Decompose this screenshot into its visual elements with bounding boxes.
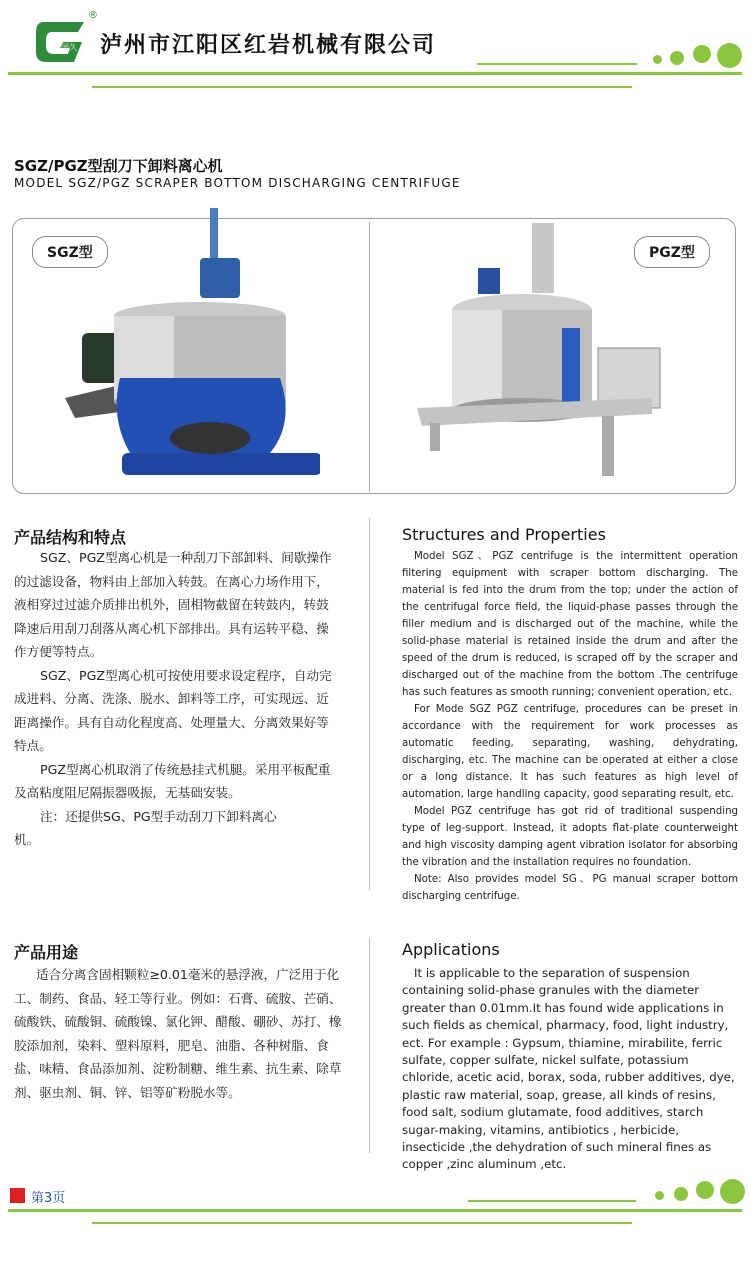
structure-paragraph-en: Note: Also provides model SG、PG manual scraper bottom discharging centrifuge. — [402, 874, 738, 902]
image-divider — [369, 222, 370, 492]
applications-body-cn: 适合分离含固相颗粒≥0.01毫米的悬浮液，广泛用于化工、制药、食品、轻工等行业。例如：石膏、硫胺、芒硝、硫酸铁、硫酸铜、硫酸镍、氯化钾、醋酸、硼砂、苏打、橡胶添加剂，染料、塑料原料，肥皂、油脂、各种树脂、食盐、味精、食品添加剂、淀粉制糖、维生素、抗生素、除草剂、驱虫剂、铜、锌、铝等矿粉脱水等。 — [14, 967, 342, 1100]
applications-body-en: It is applicable to the separation of suspension containing solid-phase granules with the diameter greater than 0.01mm.It has found wide applications in such fields as chemical, pharmacy, food, light industry, ect. For example : Gypsum, thiamine, mirabilite, ferric sulfate, copper sulfate, nickel sulfate, potassium chloride, acetic acid, borax, soda, rubber additives, dye, plastic raw material, soap, grease, all kinds of resins, food salt, sodium glutamate, food additives, starch sugar-making, vitamins, antibiotics , herbicide, insecticide ,the dehydration of such mineral fines as copper ,zinc aluminum ,etc. — [402, 966, 735, 1172]
structure-paragraph-cn: SGZ、PGZ型离心机可按使用要求设定程序，自动完成进料、分离、洗涤、脱水、卸料等工序，可实现远、近距离操作。具有自动化程度高、处理量大、分离效果好等特点。 — [14, 667, 332, 753]
product-title-cn: SGZ/PGZ型刮刀下卸料离心机 — [14, 157, 223, 175]
structure-paragraph-cn: 注：还提供SG、PG型手动刮刀下卸料离心机。 — [14, 808, 277, 847]
registered-mark: ® — [88, 10, 98, 21]
company-logo — [34, 18, 88, 66]
applications-heading-cn: 产品用途 — [14, 943, 79, 962]
structure-heading-en: Structures and Properties — [402, 525, 606, 544]
decor-dot — [655, 1191, 664, 1200]
product-title-en: MODEL SGZ/PGZ SCRAPER BOTTOM DISCHARGING CENTRIFUGE — [14, 176, 461, 190]
decor-dot — [693, 45, 711, 63]
decor-dot — [717, 43, 742, 68]
pgz-centrifuge-image — [412, 218, 662, 484]
applications-heading-en: Applications — [402, 940, 500, 959]
column-divider-2 — [369, 938, 370, 1153]
company-name: 泸州市江阳区红岩机械有限公司 — [100, 33, 437, 58]
structure-paragraph-cn: SGZ、PGZ型离心机是一种刮刀下部卸料、间歇操作的过滤设备，物料由上部加入转鼓。在离心力场作用下，液相穿过过滤介质排出机外，固相物截留在转鼓内，转鼓降速后用刮刀刮落从离心机下部排出。具有运转平稳、操作方便等特点。 — [14, 550, 332, 659]
decor-dot — [720, 1179, 745, 1204]
page-number: 第3页 — [31, 1191, 66, 1206]
header-rule-top — [8, 72, 742, 75]
footer-rule-short — [468, 1200, 636, 1202]
decor-dot — [653, 55, 662, 64]
structure-body-en — [402, 548, 738, 905]
structure-body-cn — [14, 546, 336, 852]
tag-pgz: PGZ型 — [634, 236, 710, 268]
decor-dot — [670, 51, 684, 65]
header-rule-short — [477, 63, 637, 65]
structure-paragraph-en: Model SGZ、PGZ centrifuge is the intermittent operation filtering equipment with scraper bottom discharging. The material is fed into the drum from the top; under the action of the centrifugal force field, the liquid-phase passes through the filler medium and is discharged out of the machine, while the solid-phase material is retained inside the drum and after the speed of the drum is reduced, is scraped off by the scraper and discharged out of the machine from the bottom .The centrifuge has such features as smooth running; convenient operation, etc. — [402, 551, 738, 698]
decor-dot — [674, 1187, 688, 1201]
footer-rule-bottom — [92, 1222, 632, 1224]
decor-dot — [696, 1181, 714, 1199]
column-divider-1 — [369, 518, 370, 890]
footer-rule-main — [8, 1209, 742, 1212]
structure-paragraph-en: For Mode SGZ PGZ centrifuge, procedures can be preset in accordance with the requirement for work processes as automatic feeding, separating, washing, dehydrating, discharging, etc. The machine can be operated at either a close or a long distance. It has such features as high level of automation, large handling capacity, good separating result, etc. — [402, 704, 738, 800]
structure-heading-cn: 产品结构和特点 — [14, 528, 127, 547]
logo-text: 国久 — [61, 43, 77, 52]
structure-paragraph-en: Model PGZ centrifuge has got rid of traditional suspending type of leg-support. Instead, it adopts flat-plate counterweight and high viscosity damping agent vibration isolator for absorbing the vibration and the installation requires no foundation. — [402, 806, 738, 868]
header-rule-bottom — [92, 86, 632, 88]
structure-paragraph-cn: PGZ型离心机取消了传统悬挂式机腿。采用平板配重及高粘度阻尼隔振器吸振，无基础安装。 — [14, 761, 331, 800]
tag-sgz: SGZ型 — [32, 236, 108, 268]
page-marker — [10, 1188, 25, 1203]
